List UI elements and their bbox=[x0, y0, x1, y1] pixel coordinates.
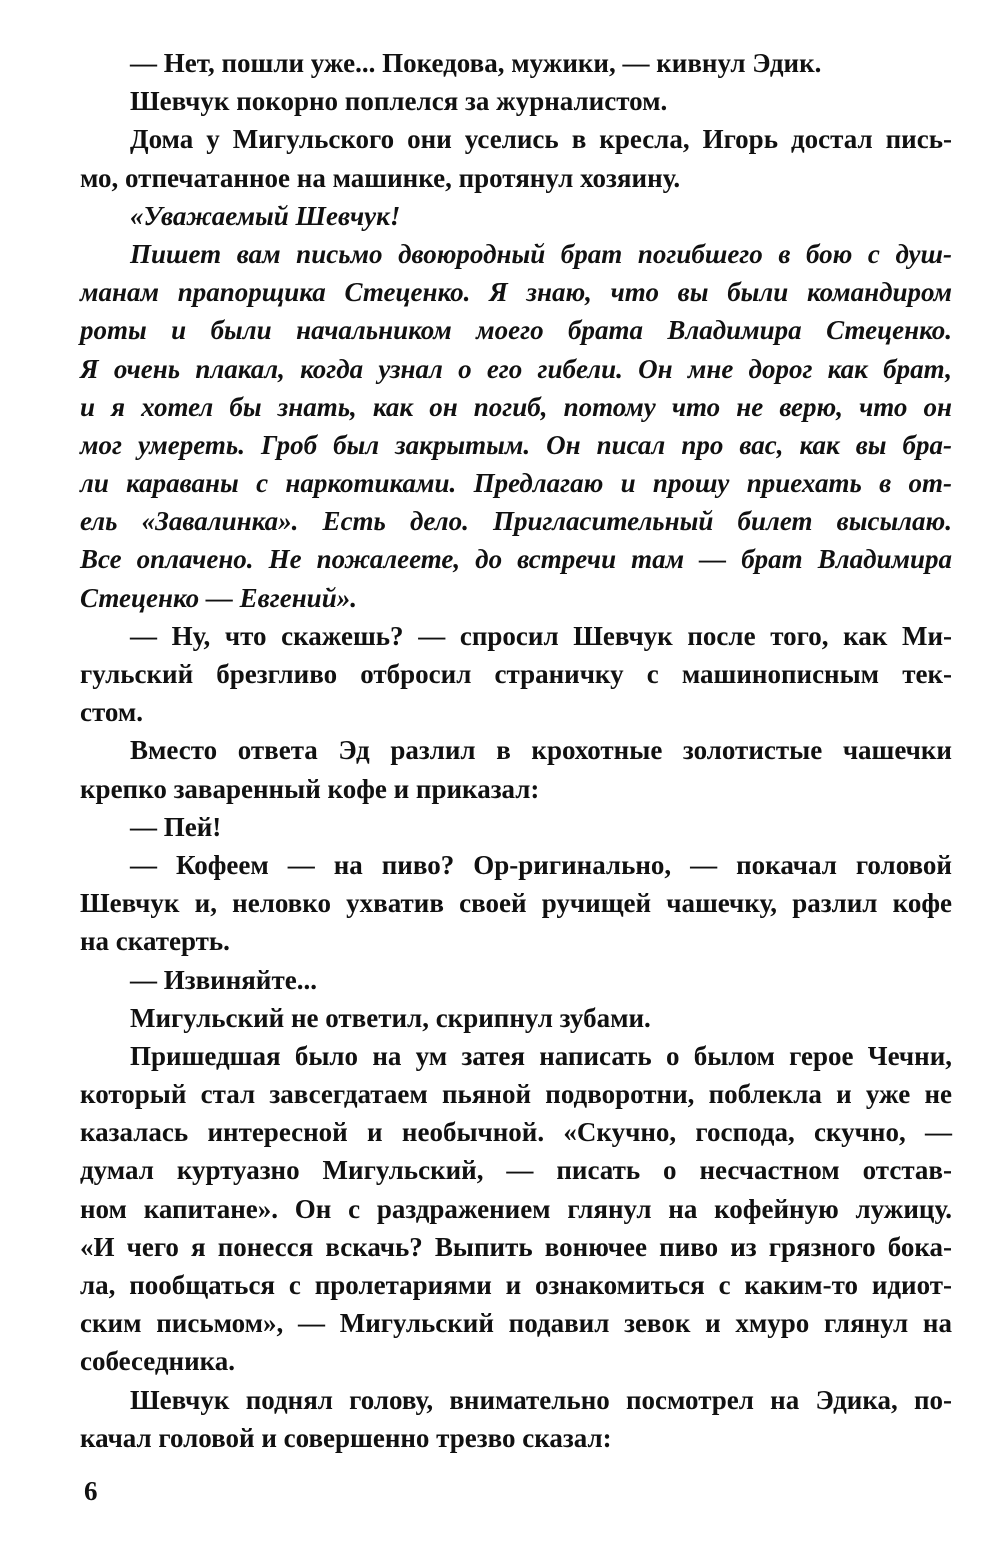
text-line: стом. bbox=[80, 697, 144, 728]
text-line: на скатерть. bbox=[80, 926, 230, 957]
text-line: мог умереть. Гроб был закрытым. Он писал про вас, как вы бра- bbox=[80, 429, 952, 460]
text-line: ла, пообщаться с пролетариями и ознакомиться с каким-то идиот- bbox=[80, 1270, 952, 1300]
text-line: Пришедшая было на ум затея написать о былом герое Чечни, bbox=[130, 1040, 952, 1071]
text-line: думал куртуазно Мигульский, — писать о несчастном отстав- bbox=[80, 1155, 952, 1186]
text-line: крепко заваренный кофе и приказал: bbox=[80, 773, 540, 804]
text-line: Шевчук покорно поплелся за журналистом. bbox=[130, 86, 668, 117]
text-line: Стеценко — Евгений». bbox=[80, 582, 357, 613]
text-line: — Нет, пошли уже... Покедова, мужики, — кивнул Эдик. bbox=[130, 48, 822, 78]
text-line: Шевчук и, неловко ухватив своей ручищей чашечку, разлил кофе bbox=[80, 888, 952, 919]
text-line: собеседника. bbox=[80, 1346, 236, 1377]
paragraph bbox=[80, 44, 952, 82]
text-line: Я очень плакал, когда узнал о его гибели. Он мне дорог как брат, bbox=[80, 353, 952, 384]
paragraph bbox=[80, 1381, 952, 1457]
book-page-text bbox=[80, 44, 952, 1457]
page-number: 6 bbox=[84, 1476, 98, 1506]
text-line: ли караваны с наркотиками. Предлагаю и прошу приехать в от- bbox=[80, 468, 952, 499]
paragraph bbox=[80, 1037, 952, 1381]
paragraph bbox=[80, 82, 952, 120]
text-line: роты и были начальником моего брата Владимира Стеценко. bbox=[80, 315, 952, 346]
text-line: Все оплачено. Не пожалеете, до встречи там — брат Владимира bbox=[80, 544, 952, 575]
text-line: гульский брезгливо отбросил страничку с машинописным тек- bbox=[80, 659, 952, 689]
paragraph bbox=[80, 999, 952, 1037]
paragraph bbox=[80, 120, 952, 196]
text-line: — Кофеем — на пиво? Ор-ригинально, — покачал головой bbox=[130, 849, 952, 880]
text-line: качал головой и совершенно трезво сказал: bbox=[80, 1422, 612, 1453]
text-line: Мигульский не ответил, скрипнул зубами. bbox=[130, 1002, 651, 1033]
text-line: манам прапорщика Стеценко. Я знаю, что вы были командиром bbox=[80, 277, 952, 308]
text-line: Дома у Мигульского они уселись в кресла, Игорь достал пись- bbox=[130, 124, 952, 155]
text-line: — Ну, что скажешь? — спросил Шевчук после того, как Ми- bbox=[130, 620, 952, 651]
paragraph bbox=[80, 846, 952, 961]
text-line: который стал завсегдатаем пьяной подворотни, поблекла и уже не bbox=[80, 1079, 952, 1110]
paragraph bbox=[80, 197, 952, 235]
paragraph bbox=[80, 808, 952, 846]
paragraph bbox=[80, 731, 952, 807]
paragraph bbox=[80, 961, 952, 999]
paragraph bbox=[80, 617, 952, 732]
text-line: Пишет вам письмо двоюродный брат погибшего в бою с душ- bbox=[130, 238, 952, 269]
text-line: «Уважаемый Шевчук! bbox=[130, 200, 401, 231]
text-line: ель «Завалинка». Есть дело. Пригласительный билет высылаю. bbox=[80, 506, 952, 537]
text-line: «И чего я понесся вскачь? Выпить вонючее пиво из грязного бока- bbox=[80, 1231, 952, 1262]
text-line: казалась интересной и необычной. «Скучно, господа, скучно, — bbox=[80, 1117, 952, 1148]
text-line: ном капитане». Он с раздражением глянул на кофейную лужицу. bbox=[80, 1193, 952, 1224]
text-line: и я хотел бы знать, как он погиб, потому что не верю, что он bbox=[80, 391, 952, 422]
text-line: ским письмом», — Мигульский подавил зевок и хмуро глянул на bbox=[80, 1308, 952, 1339]
text-line: — Извиняйте... bbox=[130, 964, 317, 995]
text-line: Шевчук поднял голову, внимательно посмотрел на Эдика, по- bbox=[130, 1384, 952, 1415]
paragraph bbox=[80, 235, 952, 617]
text-line: — Пей! bbox=[130, 811, 222, 842]
text-line: мо, отпечатанное на машинке, протянул хозяину. bbox=[80, 162, 681, 193]
text-line: Вместо ответа Эд разлил в крохотные золотистые чашечки bbox=[130, 735, 952, 766]
